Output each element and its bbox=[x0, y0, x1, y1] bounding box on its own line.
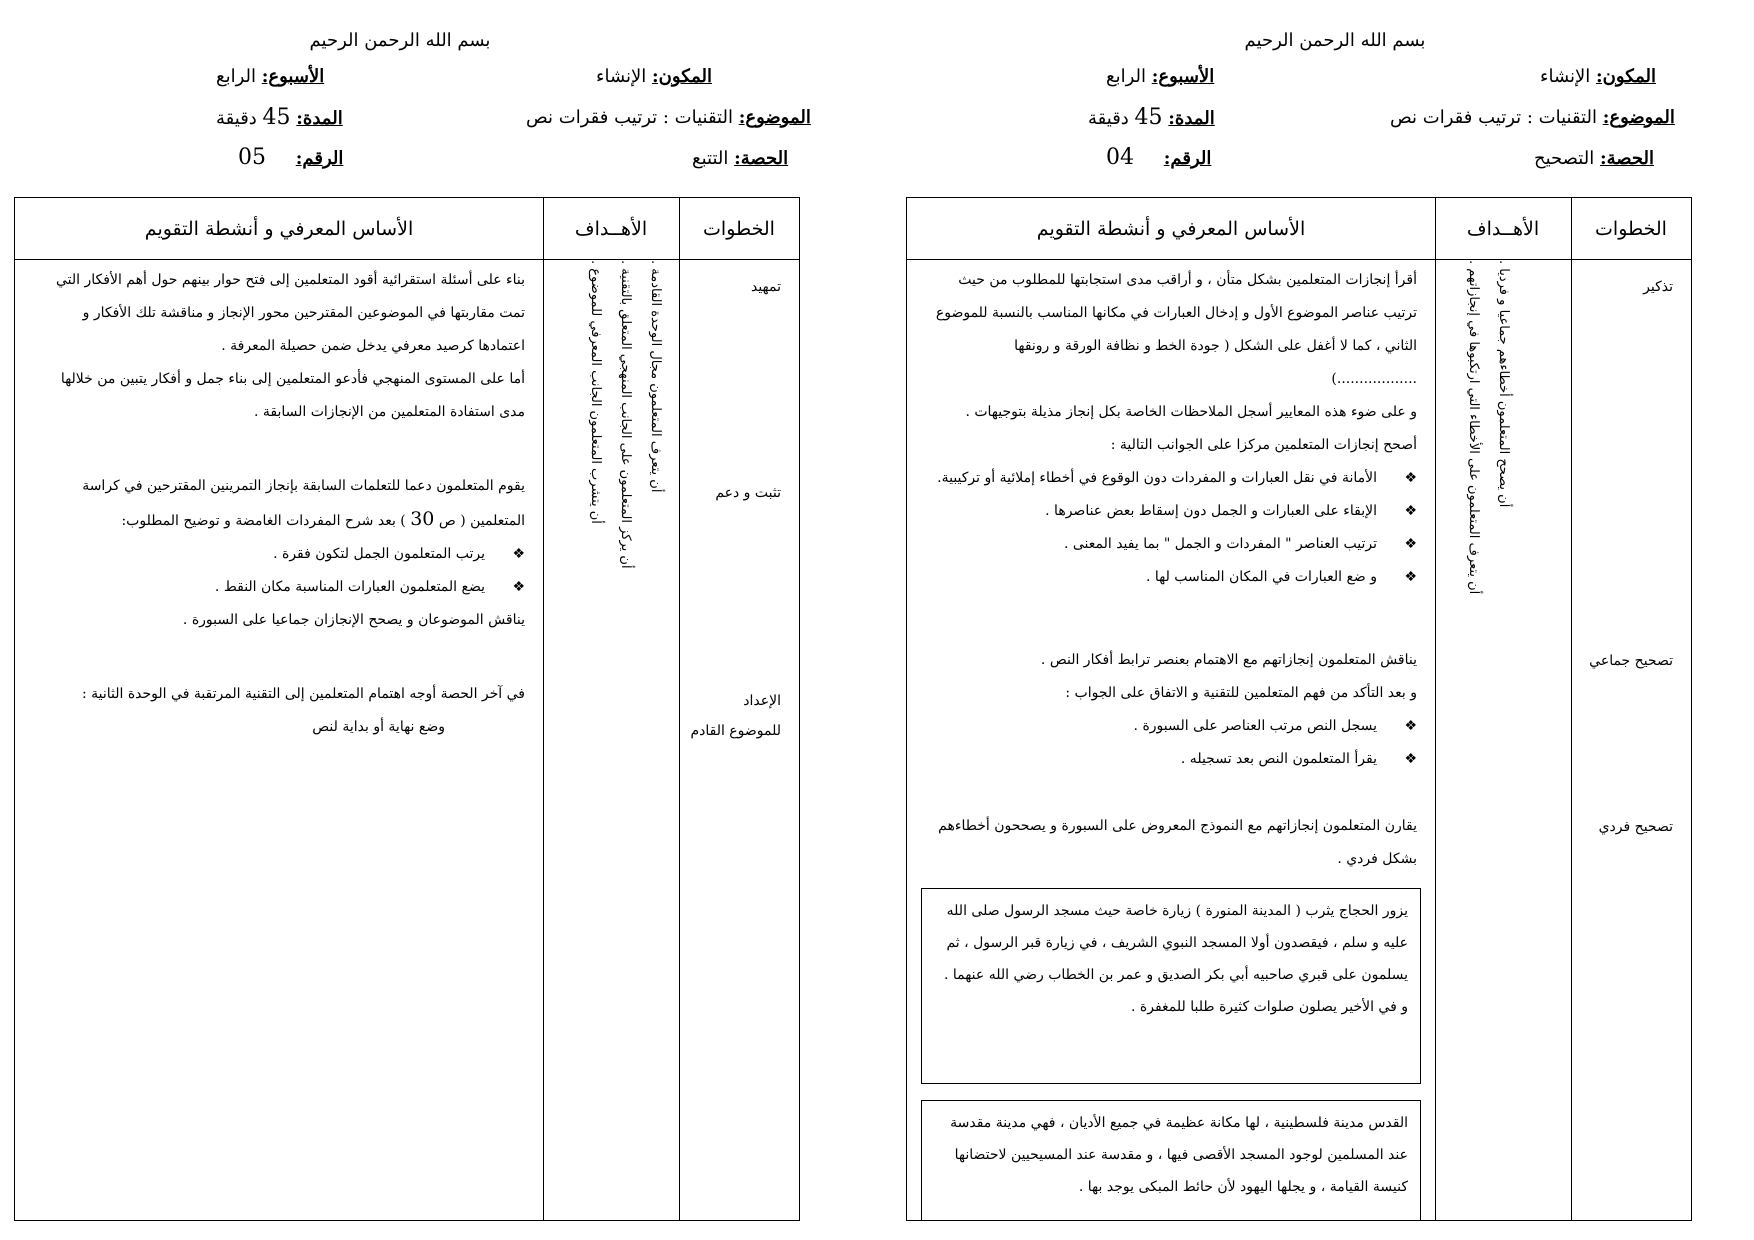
model-text: القدس مدينة فلسطينية ، لها مكانة عظيمة في جميع الأديان ، فهي مدينة مقدسة عند المسلمين لوجود المسجد الأقصى فيها ، و مقدسة عند المسيحيين لاحتضانها كنيسة القيامة ، و يجلها اليهود لأن حائط المبكى يوجد بها . bbox=[950, 1115, 1408, 1195]
header-duration bbox=[216, 105, 343, 130]
exercise-intro: يقوم المتعلمون دعما للتعلمات السابقة بإنجاز التمرينين المقترحين في كراسة المتعلمين ( ص bbox=[82, 478, 525, 529]
page-number: 30 bbox=[410, 508, 435, 530]
next-technique: وضع نهاية أو بداية لنص bbox=[312, 719, 445, 735]
objective-item: أن يركز المتعلمون على الجانب المنهجي المتعلق بالتقنية . bbox=[618, 260, 633, 569]
session-value: التتبع bbox=[692, 148, 729, 169]
session-label: الحصة: bbox=[1599, 148, 1654, 169]
basmala: بسم الله الرحمن الرحيم bbox=[309, 30, 491, 51]
duration-number: 45 bbox=[262, 105, 291, 130]
step-item: تذكير bbox=[1643, 279, 1673, 295]
week-label: الأسبوع: bbox=[261, 66, 325, 87]
content-paragraph: بناء على أسئلة استقرائية أقود المتعلمين إلى فتح حوار بينهم حول أهم الأفكار التي تمت مقاربتها في الموضوعين المقترحين محور الإنجاز و مناقشة تلك الأفكار و اعتمادها كرصيد معرفي يدخل ضمن حصيلة المعرفة . bbox=[56, 272, 525, 354]
content-paragraph: في آخر الحصة أوجه اهتمام المتعلمين إلى التقنية المرتقبة في الوحدة الثانية : bbox=[81, 686, 525, 702]
component-value: الإنشاء bbox=[1540, 66, 1591, 87]
objectives-column bbox=[543, 260, 679, 590]
content-paragraph: يناقش الموضوعان و يصحح الإنجازان جماعيا على السبورة . bbox=[182, 612, 525, 628]
header-number bbox=[238, 145, 343, 170]
step-item: للموضوع القادم bbox=[690, 723, 781, 739]
duration-label: المدة: bbox=[1168, 108, 1215, 129]
session-value: التصحيح bbox=[1534, 148, 1595, 169]
session-label: الحصة: bbox=[734, 148, 789, 169]
topic-value: التقنيات : ترتيب فقرات نص bbox=[526, 107, 733, 128]
content-paragraph: يناقش المتعلمون إنجازاتهم مع الاهتمام بعنصر ترابط أفكار النص . bbox=[1040, 652, 1417, 668]
component-value: الإنشاء bbox=[596, 66, 647, 87]
content-paragraph: أما على المستوى المنهجي فأدعو المتعلمين إلى بناء جمل و أفكار يتبين من خلالها مدى استفادة المتعلمين من الإنجازات السابقة . bbox=[60, 371, 525, 420]
step-item: تثبت و دعم bbox=[715, 485, 781, 501]
lesson-table bbox=[906, 197, 1692, 1221]
bullet-item: ❖ و ضع العبارات في المكان المناسب لها . bbox=[931, 561, 1417, 594]
number-label: الرقم: bbox=[295, 148, 344, 169]
objectives-column bbox=[1435, 260, 1571, 660]
header-duration bbox=[1088, 105, 1215, 130]
bullet-item: ❖ يقرأ المتعلمون النص بعد تسجيله . bbox=[931, 743, 1417, 776]
header-content: الأساس المعرفي و أنشطة التقويم bbox=[1036, 217, 1306, 240]
duration-unit: دقيقة bbox=[216, 108, 257, 129]
week-value: الرابع bbox=[1106, 66, 1147, 87]
step-item: تمهيد bbox=[750, 279, 781, 295]
week-value: الرابع bbox=[216, 66, 257, 87]
content-block bbox=[931, 644, 1417, 776]
bullet-item: ❖ يسجل النص مرتب العناصر على السبورة . bbox=[931, 710, 1417, 743]
header-session bbox=[692, 148, 788, 169]
content-block bbox=[931, 810, 1417, 876]
bullet-item: ❖ يرتب المتعلمون الجمل لتكون فقرة . bbox=[37, 538, 525, 571]
number-label: الرقم: bbox=[1163, 148, 1212, 169]
objective-item: أن يصحح المتعلمون أخطاءهم جماعيا و فرديا . bbox=[1496, 260, 1511, 508]
objective-item: أن يتشرب المتعلمون الجانب المعرفي للموضوع . bbox=[588, 260, 603, 524]
content-block bbox=[37, 470, 525, 637]
content-paragraph: أصحح إنجازات المتعلمين مركزا على الجوانب التالية : bbox=[1110, 437, 1417, 453]
lesson-table bbox=[14, 197, 800, 1221]
basmala: بسم الله الرحمن الرحيم bbox=[1244, 30, 1426, 51]
header-objectives: الأهــداف bbox=[1466, 217, 1540, 240]
duration-number: 45 bbox=[1134, 105, 1163, 130]
objective-item: أن يتعرف المتعلمون مجال الوحدة القادمة . bbox=[648, 260, 663, 493]
number-value: 05 bbox=[238, 145, 266, 170]
duration-label: المدة: bbox=[296, 108, 343, 129]
duration-unit: دقيقة bbox=[1088, 108, 1129, 129]
content-block bbox=[931, 264, 1417, 594]
lesson-sheet-04 bbox=[900, 0, 1754, 1240]
exercise-intro-end: ) بعد شرح المفردات الغامضة و توضيح المطلوب: bbox=[121, 513, 406, 529]
header-number bbox=[1106, 145, 1211, 170]
header-objectives: الأهــداف bbox=[574, 217, 648, 240]
model-text: و في الأخير يصلون صلوات كثيرة طلبا للمغفرة . bbox=[1131, 999, 1408, 1015]
bullet-item: ❖ يضع المتعلمون العبارات المناسبة مكان النقط . bbox=[37, 571, 525, 604]
number-value: 04 bbox=[1106, 145, 1134, 170]
step-item: الإعداد bbox=[743, 693, 781, 709]
step-item: تصحيح فردي bbox=[1598, 819, 1673, 835]
week-label: الأسبوع: bbox=[1151, 66, 1215, 87]
content-block bbox=[37, 264, 525, 429]
header-content: الأساس المعرفي و أنشطة التقويم bbox=[144, 217, 414, 240]
model-text-box bbox=[921, 1100, 1421, 1220]
model-text-box bbox=[921, 888, 1421, 1084]
content-paragraph: و بعد التأكد من فهم المتعلمين للتقنية و الاتفاق على الجواب : bbox=[1065, 685, 1417, 701]
topic-value: التقنيات : ترتيب فقرات نص bbox=[1390, 107, 1597, 128]
bullet-item: ❖ ترتيب العناصر " المفردات و الجمل " بما يفيد المعنى . bbox=[931, 528, 1417, 561]
content-paragraph: و على ضوء هذه المعايير أسجل الملاحظات الخاصة بكل إنجاز مذيلة بتوجيهات . bbox=[965, 404, 1417, 420]
model-text: يزور الحجاج يثرب ( المدينة المنورة ) زيارة خاصة حيث مسجد الرسول صلى الله عليه و سلم ، فيقصدون أولا المسجد النبوي الشريف ، في زيارة قبر الرسول ، ثم يسلمون على قبري صاحبيه أبي بكر الصديق و عمر بن الخطاب رضي الله عنهما . bbox=[943, 903, 1408, 983]
bullet-item: ❖ الإبقاء على العبارات و الجمل دون إسقاط بعض عناصرها . bbox=[931, 495, 1417, 528]
header-steps: الخطوات bbox=[703, 217, 775, 240]
step-item: تصحيح جماعي bbox=[1589, 653, 1673, 669]
header-topic bbox=[1390, 107, 1675, 128]
bullet-item: ❖ الأمانة في نقل العبارات و المفردات دون الوقوع في أخطاء إملائية أو تركيبية. bbox=[931, 462, 1417, 495]
topic-label: الموضوع: bbox=[738, 107, 811, 128]
content-paragraph: يقارن المتعلمون إنجازاتهم مع النموذج المعروض على السبورة و يصححون أخطاءهم بشكل فردي . bbox=[938, 818, 1417, 867]
objective-item: أن يتعرف المتعلمون على الأخطاء التي ارتكبوها في إنجازاتهم . bbox=[1466, 260, 1481, 595]
header-component bbox=[1540, 66, 1656, 87]
component-label: المكون: bbox=[1596, 66, 1657, 87]
lesson-sheet-05 bbox=[0, 0, 811, 1240]
header-week bbox=[216, 66, 324, 87]
header-component bbox=[596, 66, 712, 87]
header-week bbox=[1106, 66, 1214, 87]
header-topic bbox=[526, 107, 811, 128]
header-steps: الخطوات bbox=[1595, 217, 1667, 240]
component-label: المكون: bbox=[652, 66, 713, 87]
content-block bbox=[37, 678, 525, 744]
content-paragraph: أقرأ إنجازات المتعلمين بشكل متأن ، و أراقب مدى استجابتها للمطلوب من حيث ترتيب عناصر الموضوع الأول و إدخال العبارات في مكانها المناسب بالنسبة للموضوع الثاني ، كما لا أغفل على الشكل ( جودة الخط و نظافة الورقة و رونقها ..................) bbox=[935, 272, 1417, 387]
content-paragraph bbox=[37, 470, 525, 538]
topic-label: الموضوع: bbox=[1602, 107, 1675, 128]
header-session bbox=[1534, 148, 1654, 169]
